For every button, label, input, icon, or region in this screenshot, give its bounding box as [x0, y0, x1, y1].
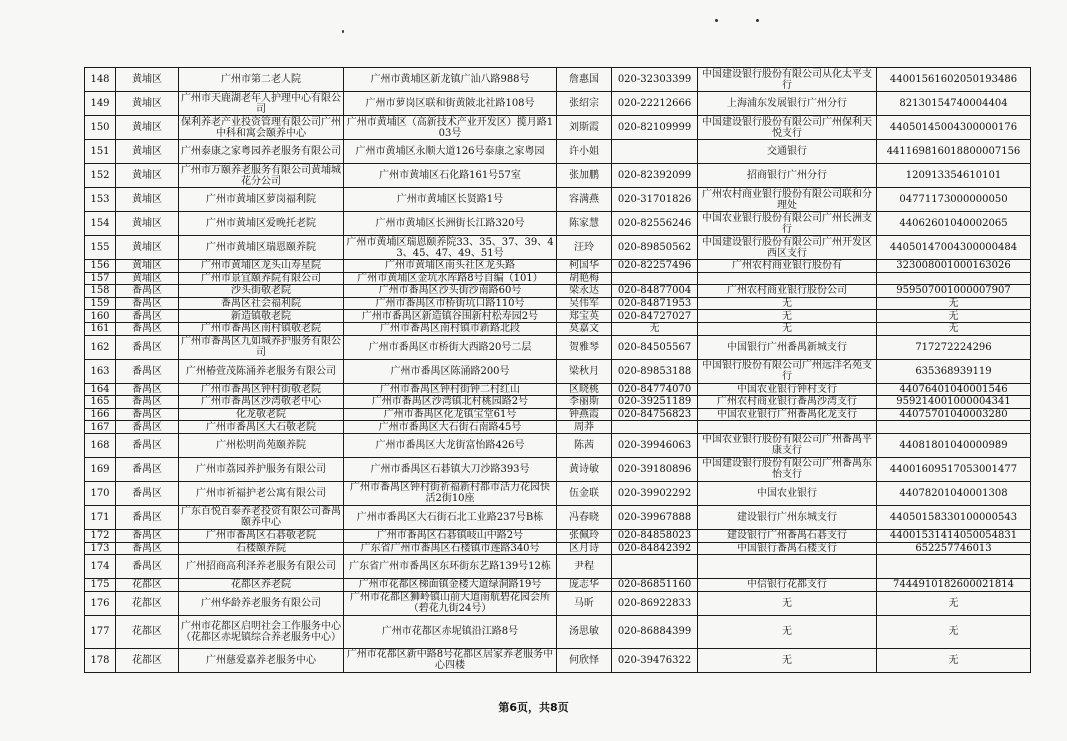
page-number: 第6页，共8页	[498, 701, 569, 714]
cell-name: 广州市万颐养老服务有限公司黄埔城花分公司	[179, 164, 344, 188]
cell-name: 广州椿萱茂陈涌养老服务有限公司	[179, 359, 344, 383]
cell-contact: 梁秋月	[557, 359, 612, 383]
cell-address: 广州市黄埔区瑞恩颐养院33、35、37、39、43、45、47、49、51号	[344, 236, 557, 260]
cell-no: 164	[85, 383, 116, 396]
table-row	[85, 92, 1031, 116]
cell-name: 广州市番禺区大石敬老院	[179, 421, 344, 434]
cell-phone: 020-39902292	[612, 481, 698, 505]
cell-name: 广州市番禺区九如城养护服务有限公司	[179, 335, 344, 359]
cell-account: 无	[877, 322, 1031, 335]
table-row	[85, 421, 1031, 434]
cell-contact: 郑宝英	[557, 310, 612, 323]
cell-no: 169	[85, 457, 116, 481]
cell-account: 44050147004300000484	[877, 236, 1031, 260]
cell-district: 番禺区	[116, 359, 179, 383]
cell-name: 广州泰康之家粤园养老服务有限公司	[179, 140, 344, 164]
cell-bank	[698, 272, 877, 285]
cell-no: 176	[85, 591, 116, 615]
cell-account	[877, 421, 1031, 434]
cell-address: 广州市黄埔区新龙镇广汕八路988号	[344, 68, 557, 92]
table-row	[85, 322, 1031, 335]
cell-account	[877, 272, 1031, 285]
cell-contact: 李丽斯	[557, 396, 612, 409]
cell-no: 154	[85, 212, 116, 236]
cell-address: 广州市花都区赤坭镇沿江路8号	[344, 615, 557, 648]
table-row	[85, 272, 1031, 285]
cell-account: 44001531414050054831	[877, 529, 1031, 542]
cell-contact: 冯春晓	[557, 505, 612, 529]
cell-no: 150	[85, 116, 116, 140]
table-row	[85, 140, 1031, 164]
cell-address: 广东省广州市番禺区石楼镇市莲路340号	[344, 542, 557, 555]
cell-name: 广州松明尚苑颐养院	[179, 433, 344, 457]
cell-address: 广州市番禺区钟村街钟二村红山	[344, 383, 557, 396]
cell-account	[877, 555, 1031, 579]
cell-no: 159	[85, 297, 116, 310]
cell-name: 广州招商高利泽养老服务有限公司	[179, 555, 344, 579]
cell-no: 155	[85, 236, 116, 260]
cell-district: 黄埔区	[116, 92, 179, 116]
cell-contact: 詹惠国	[557, 68, 612, 92]
cell-district: 番禺区	[116, 529, 179, 542]
cell-district: 黄埔区	[116, 164, 179, 188]
cell-no: 167	[85, 421, 116, 434]
cell-district: 番禺区	[116, 383, 179, 396]
cell-phone: 020-84877004	[612, 285, 698, 298]
cell-name: 广州市番禺区南村镇敬老院	[179, 322, 344, 335]
cell-no: 152	[85, 164, 116, 188]
cell-contact: 陈家慧	[557, 212, 612, 236]
cell-bank: 广州农村商业银行股份公司	[698, 285, 877, 298]
cell-no: 163	[85, 359, 116, 383]
cell-district: 花都区	[116, 648, 179, 672]
cell-address: 广州市番禺区大龙街富怡路426号	[344, 433, 557, 457]
cell-contact: 马昕	[557, 591, 612, 615]
cell-bank: 无	[698, 297, 877, 310]
cell-bank: 交通银行	[698, 140, 877, 164]
cell-contact: 梁永达	[557, 285, 612, 298]
cell-contact: 张佩玲	[557, 529, 612, 542]
cell-name: 化龙敬老院	[179, 408, 344, 421]
cell-no: 148	[85, 68, 116, 92]
scan-speck	[756, 19, 759, 22]
table-row	[85, 481, 1031, 505]
cell-account: 44050145004300000176	[877, 116, 1031, 140]
cell-address: 广州市番禺区陈涌路200号	[344, 359, 557, 383]
cell-bank: 中国建设银行股份有限公司广州番禺东怡支行	[698, 457, 877, 481]
cell-contact: 黄诗敏	[557, 457, 612, 481]
cell-address: 广州市黄埔区永顺大道126号泰康之家粤园	[344, 140, 557, 164]
cell-name: 广州市番禺区石碁敬老院	[179, 529, 344, 542]
cell-address: 广州市番禺区沙头街沙南路60号	[344, 285, 557, 298]
table-row	[85, 212, 1031, 236]
cell-district: 花都区	[116, 579, 179, 592]
table-body	[85, 68, 1031, 673]
cell-contact: 汤思敏	[557, 615, 612, 648]
cell-contact: 何欣怿	[557, 648, 612, 672]
cell-name: 花都区养老院	[179, 579, 344, 592]
cell-no: 157	[85, 272, 116, 285]
cell-address: 广州市花都区梯面镇金楼大道绿洞路19号	[344, 579, 557, 592]
cell-bank: 中国农业银行股份有限公司广州长洲支行	[698, 212, 877, 236]
cell-account: 717272224296	[877, 335, 1031, 359]
cell-phone: 020-89850562	[612, 236, 698, 260]
cell-phone: 020-39251189	[612, 396, 698, 409]
cell-account: 120913354610101	[877, 164, 1031, 188]
table-row	[85, 648, 1031, 672]
cell-contact: 陈茜	[557, 433, 612, 457]
table-row	[85, 555, 1031, 579]
table-row	[85, 383, 1031, 396]
cell-address: 广州市萝岗区联和街黄陂北社路108号	[344, 92, 557, 116]
cell-district: 番禺区	[116, 481, 179, 505]
cell-address: 广州市花都区狮岭镇山前大道南航碧花园会所（碧花九街24号）	[344, 591, 557, 615]
cell-account: 无	[877, 615, 1031, 648]
cell-address: 广州市黄埔区石化路161号57室	[344, 164, 557, 188]
cell-contact: 张加鹏	[557, 164, 612, 188]
cell-account: 无	[877, 297, 1031, 310]
cell-account: 无	[877, 648, 1031, 672]
cell-phone: 020-39946063	[612, 433, 698, 457]
cell-account: 441169816018800007156	[877, 140, 1031, 164]
cell-phone: 020-82392099	[612, 164, 698, 188]
cell-no: 173	[85, 542, 116, 555]
cell-address: 广州市番禺区化龙镇宝堂61号	[344, 408, 557, 421]
cell-account: 44078201040001308	[877, 481, 1031, 505]
cell-contact: 莫嘉文	[557, 322, 612, 335]
cell-name: 番禺区社会福利院	[179, 297, 344, 310]
cell-district: 番禺区	[116, 505, 179, 529]
cell-no: 151	[85, 140, 116, 164]
cell-bank: 建设银行广州番禺石碁支行	[698, 529, 877, 542]
cell-phone: 020-82257496	[612, 260, 698, 273]
cell-phone: 020-84871953	[612, 297, 698, 310]
cell-bank: 中国银行广州番禺新城支行	[698, 335, 877, 359]
cell-name: 石楼颐养院	[179, 542, 344, 555]
table-row	[85, 116, 1031, 140]
cell-bank: 无	[698, 615, 877, 648]
cell-phone: 020-86884399	[612, 615, 698, 648]
cell-phone: 020-22212666	[612, 92, 698, 116]
cell-account: 82130154740004404	[877, 92, 1031, 116]
cell-district: 番禺区	[116, 322, 179, 335]
cell-bank: 中国农业银行股份有限公司广州番禺平康支行	[698, 433, 877, 457]
table-row	[85, 457, 1031, 481]
cell-phone: 020-82109999	[612, 116, 698, 140]
cell-district: 番禺区	[116, 542, 179, 555]
cell-phone: 020-84505567	[612, 335, 698, 359]
cell-bank: 中国银行番禺石楼支行	[698, 542, 877, 555]
cell-name: 保利养老产业投资管理有限公司广州中科和寓会颐养中心	[179, 116, 344, 140]
cell-name: 广州市天鹿湖老年人护理中心有限公司	[179, 92, 344, 116]
cell-address: 广州市番禺区市桥街大西路20号二层	[344, 335, 557, 359]
cell-account: 44076401040001546	[877, 383, 1031, 396]
cell-name: 广州市黄埔区瑞恩颐养院	[179, 236, 344, 260]
cell-district: 黄埔区	[116, 188, 179, 212]
cell-contact: 区晓桃	[557, 383, 612, 396]
cell-name: 广州慈爱嘉养老服务中心	[179, 648, 344, 672]
cell-address: 广州市番禺区钟村街祈福新村都市活力花园快活2街10座	[344, 481, 557, 505]
cell-account: 无	[877, 591, 1031, 615]
cell-bank: 无	[698, 648, 877, 672]
cell-no: 149	[85, 92, 116, 116]
cell-phone: 020-39476322	[612, 648, 698, 672]
cell-bank: 中国建设银行股份有限公司从化太平支行	[698, 68, 877, 92]
cell-account: 44062601040002065	[877, 212, 1031, 236]
cell-no: 166	[85, 408, 116, 421]
cell-no: 177	[85, 615, 116, 648]
cell-district: 番禺区	[116, 310, 179, 323]
cell-contact: 容满燕	[557, 188, 612, 212]
cell-district: 番禺区	[116, 285, 179, 298]
cell-phone: 020-84727027	[612, 310, 698, 323]
cell-no: 160	[85, 310, 116, 323]
cell-account: 44001561602050193486	[877, 68, 1031, 92]
cell-contact: 伍金联	[557, 481, 612, 505]
cell-name: 广东百悦百泰养老投资有限公司番禺颐养中心	[179, 505, 344, 529]
cell-account: 635368939119	[877, 359, 1031, 383]
cell-address: 广州市番禺区市桥街坑口路110号	[344, 297, 557, 310]
cell-phone: 020-86922833	[612, 591, 698, 615]
cell-district: 花都区	[116, 591, 179, 615]
cell-phone: 020-39180896	[612, 457, 698, 481]
cell-contact: 区月诗	[557, 542, 612, 555]
cell-address: 广东省广州市番禺区东环街东艺路139号12栋	[344, 555, 557, 579]
cell-address: 广州市黄埔区（高新技术产业开发区）揽月路103号	[344, 116, 557, 140]
cell-no: 172	[85, 529, 116, 542]
cell-address: 广州市番禺区大石街石南路45号	[344, 421, 557, 434]
cell-district: 番禺区	[116, 297, 179, 310]
cell-bank: 广州农村商业银行股份有	[698, 260, 877, 273]
cell-phone: 020-39967888	[612, 505, 698, 529]
cell-no: 178	[85, 648, 116, 672]
cell-address: 广州市黄埔区长贤路1号	[344, 188, 557, 212]
cell-contact: 许小姐	[557, 140, 612, 164]
cell-bank: 中国农业银行	[698, 481, 877, 505]
cell-no: 161	[85, 322, 116, 335]
cell-phone: 020-86851160	[612, 579, 698, 592]
cell-no: 171	[85, 505, 116, 529]
cell-bank: 中国建设银行股份有限公司广州保利天悦支行	[698, 116, 877, 140]
cell-bank: 中国农业银行广州番禺化龙支行	[698, 408, 877, 421]
cell-account: 44001609517053001477	[877, 457, 1031, 481]
cell-bank: 中国建设银行股份有限公司广州开发区西区支行	[698, 236, 877, 260]
cell-address: 广州市花都区新中路8号花都区居家养老服务中心四楼	[344, 648, 557, 672]
cell-address: 广州市番禺区石碁镇大刀沙路393号	[344, 457, 557, 481]
cell-district: 黄埔区	[116, 140, 179, 164]
cell-district: 黄埔区	[116, 272, 179, 285]
cell-contact: 庞志华	[557, 579, 612, 592]
cell-district: 黄埔区	[116, 68, 179, 92]
cell-bank: 广州农村商业银行番禺沙湾支行	[698, 396, 877, 409]
cell-district: 黄埔区	[116, 116, 179, 140]
cell-district: 番禺区	[116, 421, 179, 434]
cell-account: 44081801040000989	[877, 433, 1031, 457]
cell-account: 无	[877, 310, 1031, 323]
cell-account: 652257746013	[877, 542, 1031, 555]
cell-name: 新造镇敬老院	[179, 310, 344, 323]
cell-address: 广州市番禺区南村镇市新路北段	[344, 322, 557, 335]
table-row	[85, 164, 1031, 188]
cell-name: 广州市黄埔区爱晚托老院	[179, 212, 344, 236]
cell-contact: 贺雅琴	[557, 335, 612, 359]
cell-bank: 中国银行股份有限公司广州远洋名苑支行	[698, 359, 877, 383]
cell-address: 广州市番禺区石碁镇岐山中路2号	[344, 529, 557, 542]
cell-no: 168	[85, 433, 116, 457]
cell-phone: 020-84774070	[612, 383, 698, 396]
cell-account: 323008001000163026	[877, 260, 1031, 273]
cell-account: 44050158330100000543	[877, 505, 1031, 529]
cell-contact: 汪玲	[557, 236, 612, 260]
cell-account: 959214001000004341	[877, 396, 1031, 409]
cell-phone: 020-82556246	[612, 212, 698, 236]
cell-bank: 无	[698, 591, 877, 615]
cell-phone: 020-84842392	[612, 542, 698, 555]
cell-no: 170	[85, 481, 116, 505]
cell-district: 番禺区	[116, 555, 179, 579]
table-row	[85, 433, 1031, 457]
table-row	[85, 505, 1031, 529]
cell-address: 广州市番禺区新造镇谷围新村松寿园2号	[344, 310, 557, 323]
table-row	[85, 542, 1031, 555]
cell-name: 广州市黄埔区龙头山寿星院	[179, 260, 344, 273]
table-row	[85, 396, 1031, 409]
table-row	[85, 529, 1031, 542]
cell-bank: 广州农村商业银行股份有限公司联和分理处	[698, 188, 877, 212]
table-row	[85, 408, 1031, 421]
cell-no: 158	[85, 285, 116, 298]
cell-name: 广州市祈福护老公寓有限公司	[179, 481, 344, 505]
cell-district: 黄埔区	[116, 260, 179, 273]
scan-speck	[342, 30, 344, 33]
cell-phone	[612, 272, 698, 285]
cell-bank: 无	[698, 310, 877, 323]
cell-phone	[612, 421, 698, 434]
cell-bank: 上海浦东发展银行广州分行	[698, 92, 877, 116]
cell-address: 广州市黄埔区金坑水库路8号自编（101）	[344, 272, 557, 285]
cell-contact: 柯国华	[557, 260, 612, 273]
cell-district: 黄埔区	[116, 212, 179, 236]
cell-district: 黄埔区	[116, 236, 179, 260]
cell-name: 广州华龄养老服务有限公司	[179, 591, 344, 615]
cell-phone: 020-84756823	[612, 408, 698, 421]
cell-contact: 吴伟军	[557, 297, 612, 310]
cell-account: 44075701040003280	[877, 408, 1031, 421]
cell-bank	[698, 555, 877, 579]
cell-contact: 周莽	[557, 421, 612, 434]
cell-bank: 招商银行广州分行	[698, 164, 877, 188]
cell-no: 162	[85, 335, 116, 359]
cell-account: 959507001000007907	[877, 285, 1031, 298]
table-row	[85, 335, 1031, 359]
table-row	[85, 310, 1031, 323]
cell-district: 花都区	[116, 615, 179, 648]
cell-no: 174	[85, 555, 116, 579]
cell-account: 04771173000000050	[877, 188, 1031, 212]
cell-name: 广州市黄埔区萝岗福利院	[179, 188, 344, 212]
cell-phone	[612, 140, 698, 164]
table-row	[85, 236, 1031, 260]
cell-no: 153	[85, 188, 116, 212]
cell-contact: 刘斯霞	[557, 116, 612, 140]
cell-address: 广州市番禺区沙湾镇北村桃园路2号	[344, 396, 557, 409]
cell-no: 175	[85, 579, 116, 592]
cell-bank: 中国农业银行钟村支行	[698, 383, 877, 396]
table-row	[85, 359, 1031, 383]
cell-contact: 张绍宗	[557, 92, 612, 116]
cell-contact: 尹程	[557, 555, 612, 579]
cell-address: 广州市番禺区大石街石北工业路237号B栋	[344, 505, 557, 529]
cell-no: 165	[85, 396, 116, 409]
table-row	[85, 188, 1031, 212]
cell-phone: 020-31701826	[612, 188, 698, 212]
cell-name: 广州市花都区启明社会工作服务中心（花都区赤坭镇综合养老服务中心）	[179, 615, 344, 648]
cell-phone: 020-89853188	[612, 359, 698, 383]
cell-phone: 020-84858023	[612, 529, 698, 542]
cell-phone: 020-32303399	[612, 68, 698, 92]
cell-phone	[612, 555, 698, 579]
cell-phone: 无	[612, 322, 698, 335]
cell-district: 番禺区	[116, 335, 179, 359]
cell-contact: 胡艳梅	[557, 272, 612, 285]
cell-bank: 中信银行花都支行	[698, 579, 877, 592]
table-row	[85, 285, 1031, 298]
cell-name: 广州市番禺区钟村街敬老院	[179, 383, 344, 396]
cell-bank: 无	[698, 322, 877, 335]
table-row	[85, 297, 1031, 310]
cell-address: 广州市黄埔区长洲街长江路320号	[344, 212, 557, 236]
cell-name: 沙头街敬老院	[179, 285, 344, 298]
institution-table	[84, 67, 1031, 673]
cell-bank: 建设银行广州东城支行	[698, 505, 877, 529]
table-row	[85, 615, 1031, 648]
cell-contact: 钟燕霞	[557, 408, 612, 421]
cell-name: 广州市第二老人院	[179, 68, 344, 92]
cell-district: 番禺区	[116, 433, 179, 457]
cell-address: 广州市黄埔区南头社区龙头路	[344, 260, 557, 273]
cell-account: 7444910182600021814	[877, 579, 1031, 592]
cell-name: 广州市景宜颐养院有限公司	[179, 272, 344, 285]
cell-name: 广州市番禺区沙湾敬老中心	[179, 396, 344, 409]
cell-no: 156	[85, 260, 116, 273]
cell-district: 番禺区	[116, 396, 179, 409]
table-row	[85, 68, 1031, 92]
cell-bank	[698, 421, 877, 434]
table-row	[85, 260, 1031, 273]
cell-district: 番禺区	[116, 457, 179, 481]
table-row	[85, 591, 1031, 615]
scan-speck	[715, 19, 718, 22]
table-row	[85, 579, 1031, 592]
cell-name: 广州市荔园养护服务有限公司	[179, 457, 344, 481]
cell-district: 番禺区	[116, 408, 179, 421]
